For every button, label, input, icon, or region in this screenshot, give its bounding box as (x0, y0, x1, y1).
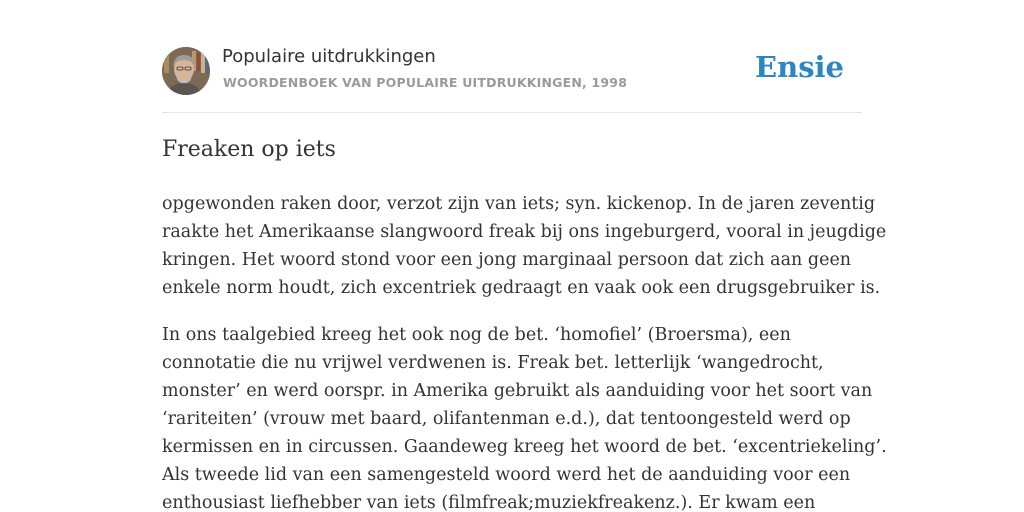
ensie-logo[interactable]: Ensie (755, 50, 844, 84)
source-subtitle: WOORDENBOEK VAN POPULAIRE UITDRUKKINGEN, 1998 (223, 75, 628, 90)
entry-title: Freaken op iets (162, 137, 336, 162)
author-portrait-icon (162, 47, 210, 95)
text-line: monster’ en werd oorspr. in Amerika gebruikt als aanduiding voor het soort van (162, 381, 873, 401)
author-avatar[interactable] (162, 47, 210, 95)
entry-paragraph (162, 321, 887, 512)
text-line: Als tweede lid van een samengesteld woord werd het de aanduiding voor een (162, 465, 851, 485)
text-line: opgewonden raken door, verzot zijn van iets; syn. kickenop. In de jaren zeventig (162, 194, 876, 214)
text-line: In ons taalgebied kreeg het ook nog de bet. ‘homofiel’ (Broersma), een (162, 325, 791, 345)
text-line: raakte het Amerikaanse slangwoord freak bij ons ingeburgerd, vooral in jeugdige (162, 222, 887, 242)
text-line: kringen. Het woord stond voor een jong marginaal persoon dat zich aan geen (162, 250, 852, 270)
entry-body (162, 190, 887, 512)
source-title[interactable]: Populaire uitdrukkingen (222, 46, 436, 67)
entry-paragraph (162, 190, 887, 302)
text-line: ‘rariteiten’ (vrouw met baard, olifantenman e.d.), dat tentoongesteld werd op (162, 409, 851, 429)
text-line: enkele norm houdt, zich excentriek gedraagt en vaak ook een drugsgebruiker is. (162, 278, 881, 298)
text-line: kermissen en in circussen. Gaandeweg kreeg het woord de bet. ‘excentriekeling’. (162, 437, 887, 457)
text-line: enthousiast liefhebber van iets (filmfreak;muziekfreakenz.). Er kwam een (162, 493, 816, 512)
text-line: connotatie die nu vrijwel verdwenen is. Freak bet. letterlijk ‘wangedrocht, (162, 353, 824, 373)
source-header (162, 46, 862, 113)
